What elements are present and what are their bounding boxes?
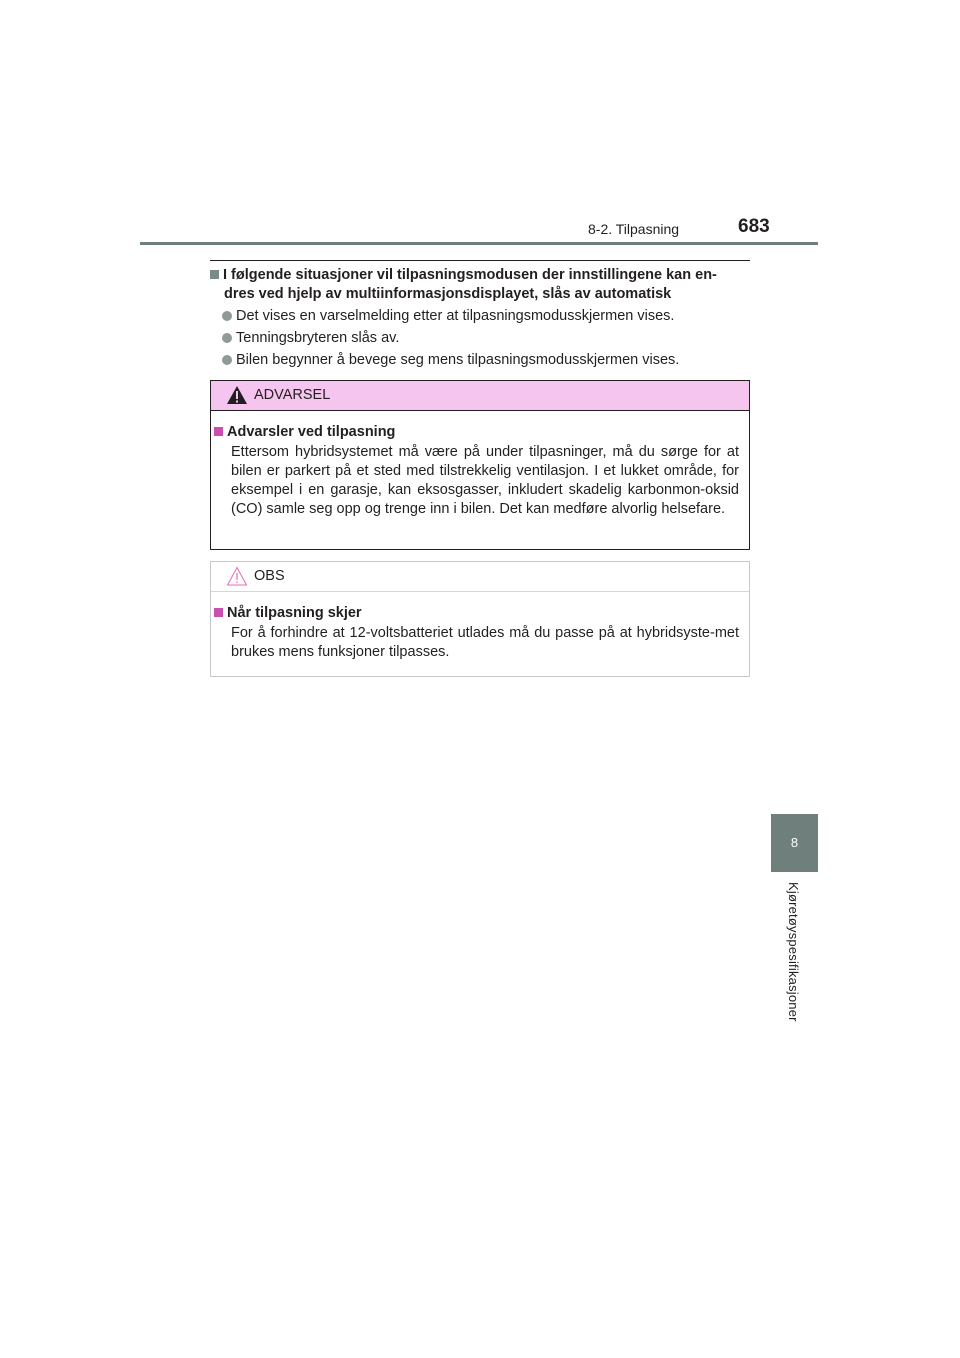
page-number: 683 (738, 216, 770, 237)
caution-triangle-icon (226, 566, 248, 586)
bullet-list (222, 305, 752, 371)
square-bullet-icon (214, 608, 223, 617)
warning-triangle-icon (226, 385, 248, 405)
square-bullet-icon (210, 270, 219, 279)
circle-bullet-icon (222, 355, 232, 365)
list-item-text: Tenningsbryteren slås av. (236, 330, 400, 346)
notice-label: OBS (254, 568, 285, 584)
heading-line-1: I følgende situasjoner vil tilpasningsmodusen der innstillingene kan en- (223, 267, 717, 283)
circle-bullet-icon (222, 333, 232, 343)
notice-box (210, 561, 750, 677)
section-title: 8-2. Tilpasning (588, 221, 680, 237)
warning-header (211, 381, 749, 411)
list-item (222, 327, 752, 349)
warning-text: Ettersom hybridsystemet må være på under tilpasninger, må du sørge for at bilen er parkert på et sted med tilstrekkelig ventilasjon. I et lukket område, for eksempel i en garasje, kan eksosgasser, inkludert skadelig karbonmon-oksid (CO) samle seg opp og trenge inn i bilen. Det kan medføre alvorlig helsefare. (231, 444, 739, 517)
warning-body (211, 411, 749, 519)
section-divider (210, 260, 750, 261)
section-heading (210, 266, 752, 304)
chapter-number: 8 (790, 835, 799, 850)
notice-body (211, 592, 749, 662)
list-item (222, 305, 752, 327)
square-bullet-icon (214, 427, 223, 436)
list-item-text: Bilen begynner å bevege seg mens tilpasningsmodusskjermen vises. (236, 352, 680, 368)
notice-text: For å forhindre at 12-voltsbatteriet utlades må du passe på at hybridsyste-met brukes mens funksjoner tilpasses. (231, 625, 739, 660)
list-item (222, 349, 752, 371)
warning-subheading (214, 423, 739, 442)
chapter-label: Kjøretøyspesifikasjoner (786, 882, 801, 1022)
heading-line-2: dres ved hjelp av multiinformasjonsdisplayet, slås av automatisk (224, 286, 672, 302)
header-rule (140, 242, 818, 245)
warning-box (210, 380, 750, 550)
chapter-tab (771, 814, 818, 872)
warning-subheading-text: Advarsler ved tilpasning (227, 424, 396, 440)
notice-header (211, 562, 749, 592)
list-item-text: Det vises en varselmelding etter at tilpasningsmodusskjermen vises. (236, 308, 675, 324)
notice-subheading (214, 604, 739, 623)
warning-label: ADVARSEL (254, 387, 331, 403)
circle-bullet-icon (222, 311, 232, 321)
notice-subheading-text: Når tilpasning skjer (227, 605, 362, 621)
